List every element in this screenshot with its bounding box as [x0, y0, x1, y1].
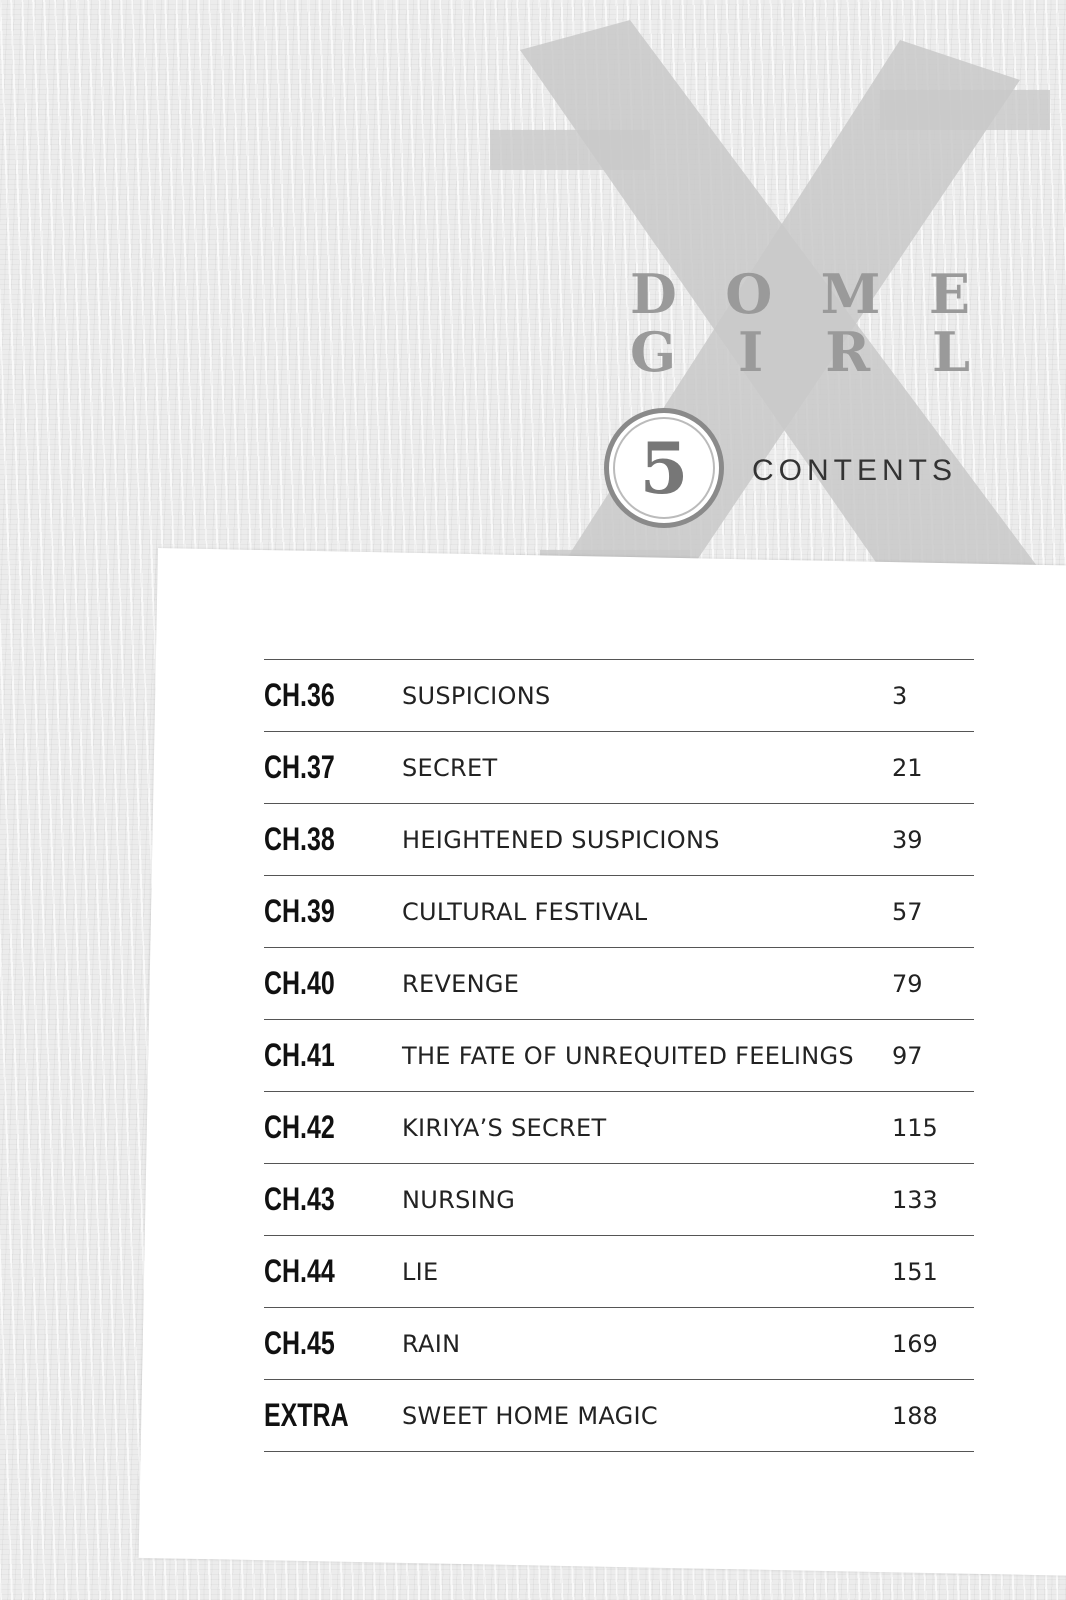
page-number: 3 — [892, 681, 908, 710]
chapter-title: REVENGE — [402, 969, 520, 998]
chapter-title: LIE — [402, 1257, 439, 1286]
toc-row[interactable] — [264, 660, 974, 732]
table-of-contents — [264, 659, 974, 1452]
logo-char: R — [825, 320, 871, 384]
volume-number: 5 — [639, 426, 689, 510]
toc-row[interactable] — [264, 876, 974, 948]
logo-char: G — [630, 320, 677, 384]
toc-row[interactable] — [264, 732, 974, 804]
page-number: 169 — [892, 1329, 938, 1358]
chapter-title: CULTURAL FESTIVAL — [402, 897, 648, 926]
chapter-number: CH.38 — [264, 821, 335, 857]
chapter-number: CH.41 — [264, 1037, 335, 1073]
page-number: 79 — [892, 969, 923, 998]
chapter-number: CH.45 — [264, 1325, 335, 1361]
toc-row[interactable] — [264, 1236, 974, 1308]
toc-row[interactable] — [264, 948, 974, 1020]
chapter-title: RAIN — [402, 1329, 461, 1358]
chapter-title: SECRET — [402, 753, 498, 782]
contents-heading: CONTENTS — [752, 454, 957, 487]
page-number: 57 — [892, 897, 923, 926]
chapter-title: SWEET HOME MAGIC — [402, 1401, 658, 1430]
chapter-title: NURSING — [402, 1185, 516, 1214]
toc-row[interactable] — [264, 1092, 974, 1164]
page-number: 39 — [892, 825, 923, 854]
chapter-number: CH.44 — [264, 1253, 335, 1289]
page-number: 21 — [892, 753, 923, 782]
chapter-title: SUSPICIONS — [402, 681, 551, 710]
logo-line-dome — [630, 262, 970, 326]
chapter-title: THE FATE OF UNREQUITED FEELINGS — [402, 1041, 854, 1070]
logo-title — [630, 262, 990, 384]
chapter-title: HEIGHTENED SUSPICIONS — [402, 825, 720, 854]
toc-row[interactable] — [264, 1164, 974, 1236]
chapter-title: KIRIYA’S SECRET — [402, 1113, 607, 1142]
logo-char: M — [820, 262, 881, 326]
toc-row[interactable] — [264, 804, 974, 876]
logo-char: E — [928, 262, 970, 326]
chapter-number: EXTRA — [264, 1397, 349, 1433]
chapter-number: CH.37 — [264, 749, 335, 785]
volume-badge — [604, 408, 724, 528]
page-number: 188 — [892, 1401, 938, 1430]
toc-row[interactable] — [264, 1020, 974, 1092]
logo-char: O — [725, 262, 773, 326]
page-number: 97 — [892, 1041, 923, 1070]
chapter-number: CH.36 — [264, 677, 335, 713]
logo-char: I — [738, 320, 764, 384]
page-number: 133 — [892, 1185, 938, 1214]
chapter-number: CH.42 — [264, 1109, 335, 1145]
toc-row[interactable] — [264, 1308, 974, 1380]
logo-char: L — [932, 320, 970, 384]
page-number: 151 — [892, 1257, 938, 1286]
page-number: 115 — [892, 1113, 938, 1142]
chapter-number: CH.40 — [264, 965, 335, 1001]
logo-char: D — [630, 262, 677, 326]
logo-line-girl — [630, 320, 970, 384]
chapter-number: CH.39 — [264, 893, 335, 929]
chapter-number: CH.43 — [264, 1181, 335, 1217]
toc-row[interactable] — [264, 1380, 974, 1452]
